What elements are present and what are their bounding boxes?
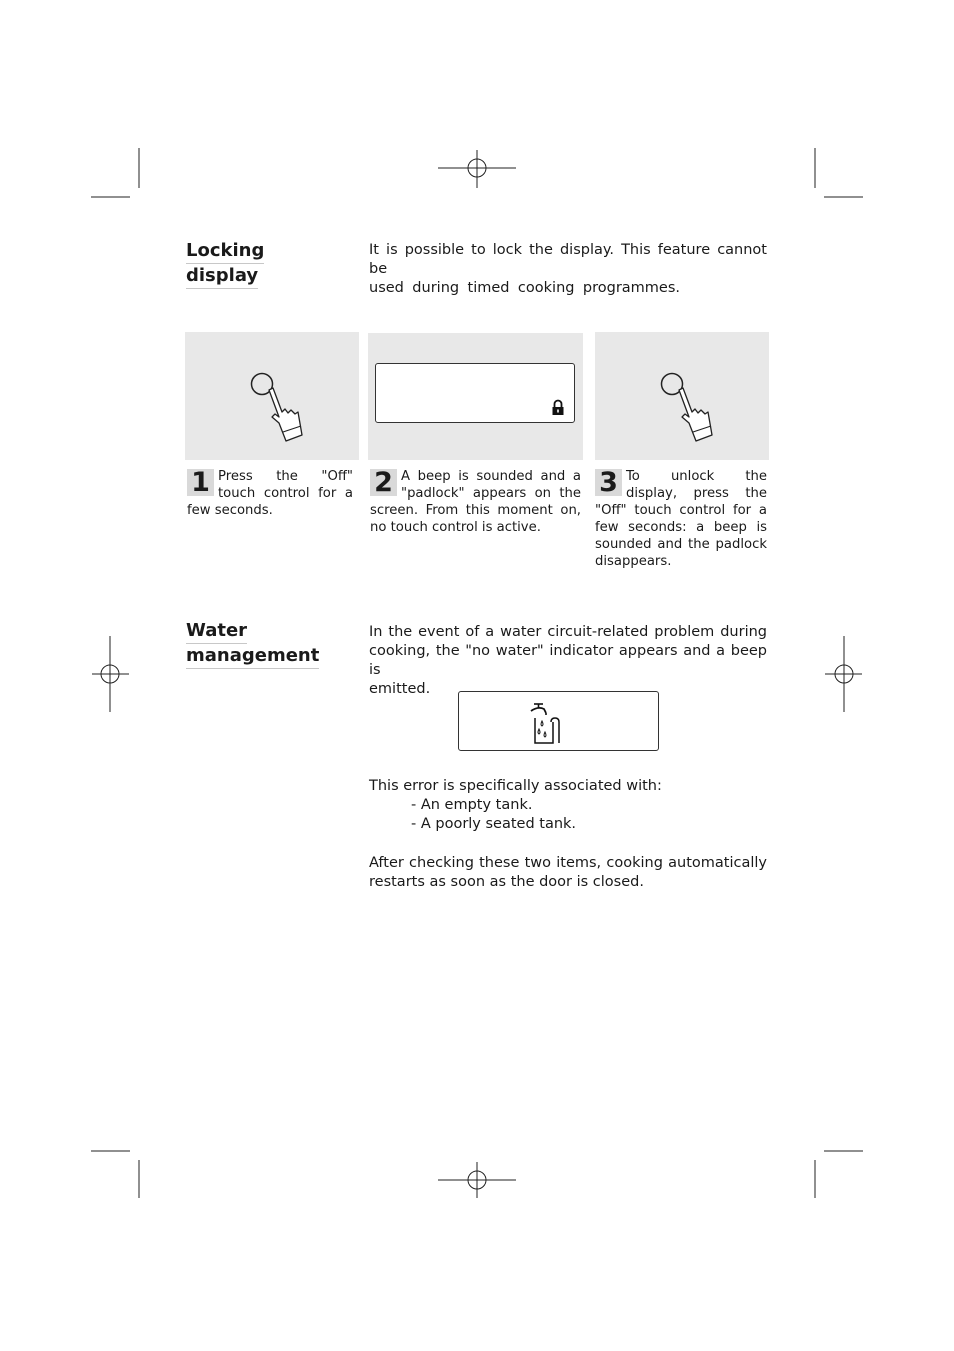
no-water-display bbox=[458, 691, 659, 751]
list-item: - An empty tank. bbox=[411, 797, 533, 813]
step-1 bbox=[187, 468, 353, 519]
step-3 bbox=[595, 468, 767, 570]
error-intro: This error is specifically associated with: bbox=[369, 778, 662, 794]
step-number: 3 bbox=[595, 469, 622, 496]
locking-heading-line2: display bbox=[186, 264, 258, 289]
step-text: To unlock the display, press the "Off" touch control for a few seconds: a beep is sounded and the padlock disappears. bbox=[595, 469, 767, 569]
step-text: Press the "Off" touch control for a few seconds. bbox=[187, 469, 353, 518]
list-item: - A poorly seated tank. bbox=[411, 816, 577, 832]
locking-heading-line1: Locking bbox=[186, 239, 264, 264]
locking-display-heading bbox=[186, 239, 346, 289]
locking-intro-line2: used during timed cooking programmes. bbox=[369, 280, 680, 296]
water-intro bbox=[369, 623, 767, 699]
illustration-panel-1 bbox=[185, 332, 359, 460]
water-heading-line1: Water bbox=[186, 619, 247, 644]
water-closing bbox=[369, 854, 767, 892]
water-closing-line2: restarts as soon as the door is closed. bbox=[369, 874, 644, 890]
padlock-icon bbox=[551, 399, 565, 416]
water-management-heading bbox=[186, 619, 356, 669]
finger-press-icon bbox=[595, 332, 769, 460]
locking-intro bbox=[369, 241, 767, 298]
water-closing-line1: After checking these two items, cooking automatically bbox=[369, 855, 767, 871]
finger-press-icon bbox=[185, 332, 359, 460]
water-heading-line2: management bbox=[186, 644, 319, 669]
water-intro-line1: In the event of a water circuit-related problem during bbox=[369, 624, 767, 640]
no-water-icon bbox=[525, 699, 565, 749]
water-intro-line3: emitted. bbox=[369, 681, 431, 697]
illustration-panel-3 bbox=[595, 332, 769, 460]
step-number: 2 bbox=[370, 469, 397, 496]
step-number: 1 bbox=[187, 469, 214, 496]
lcd-display bbox=[375, 363, 575, 423]
step-text: A beep is sounded and a "padlock" appears on the screen. From this moment on, no touch control is active. bbox=[370, 469, 581, 535]
illustration-panel-2 bbox=[368, 333, 583, 460]
locking-intro-line1: It is possible to lock the display. This feature cannot be bbox=[369, 242, 767, 277]
step-2 bbox=[370, 468, 581, 536]
water-intro-line2: cooking, the "no water" indicator appears and a beep is bbox=[369, 643, 767, 678]
